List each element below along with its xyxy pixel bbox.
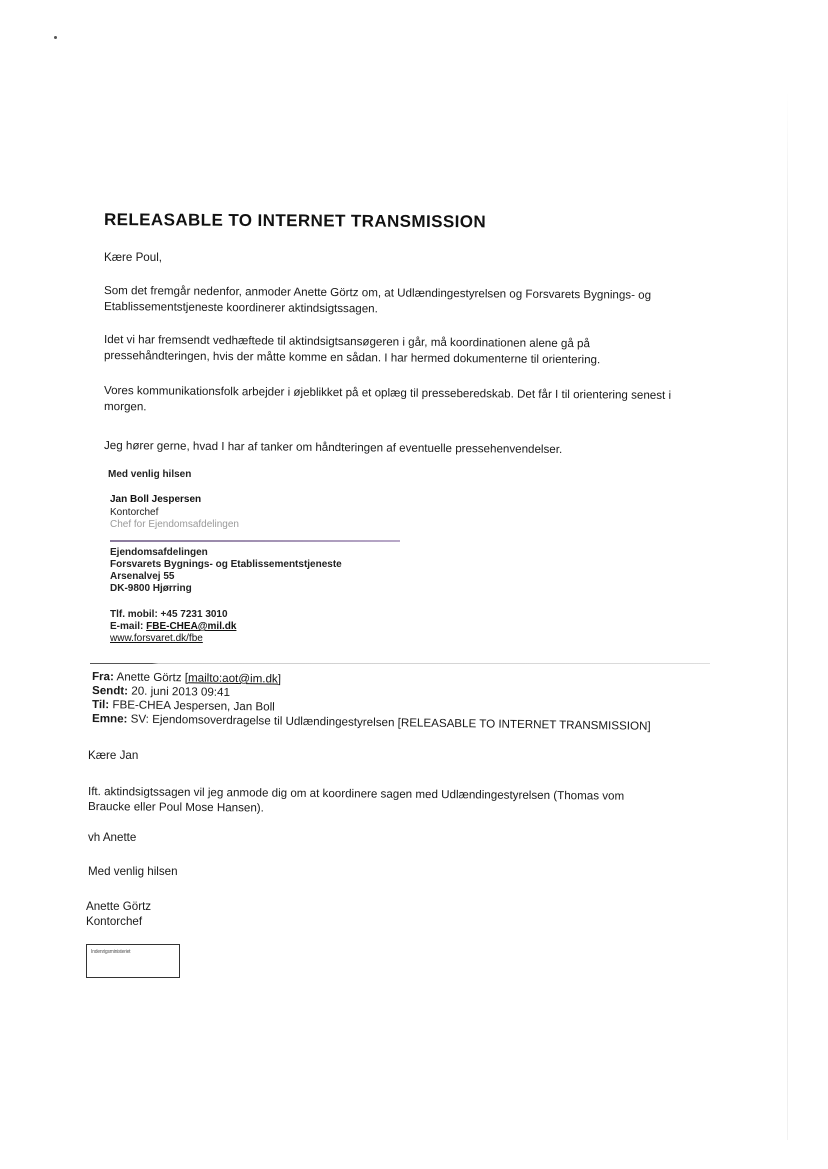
subject-label: Emne:: [91, 712, 128, 726]
to-label: Til:: [91, 698, 110, 712]
from-name: Anette Görtz: [116, 670, 182, 685]
signature-website-link[interactable]: www.forsvaret.dk/fbe: [110, 633, 203, 644]
paragraph-1-line-2: Etablissementstjeneste koordinerer aktindsigtssagen.: [103, 300, 378, 316]
signature-org-line-1: Ejendomsafdelingen: [110, 547, 208, 558]
paragraph-1-line-1: Som det fremgår nedenfor, anmoder Anette Görtz om, at Udlændingestyrelsen og Forsvarets Bygnings- og: [103, 284, 652, 302]
signature-org-line-2: Forsvarets Bygnings- og Etablissementstjeneste: [110, 559, 342, 570]
subject-value: SV: Ejendomsoverdragelse til Udlændingestyrelsen [RELEASABLE TO INTERNET TRANSMISSION]: [130, 712, 651, 733]
to-value: FBE-CHEA Jespersen, Jan Boll: [112, 698, 275, 714]
sent-label: Sendt:: [91, 684, 129, 698]
greeting: Kære Poul,: [104, 251, 162, 264]
signature-email-row: [110, 621, 236, 633]
signature-org-line-4: DK-9800 Hjørring: [110, 583, 192, 594]
paragraph-3-line-2: morgen.: [103, 400, 147, 414]
from-label: Fra:: [91, 670, 115, 684]
signature-name: Jan Boll Jespersen: [110, 494, 202, 505]
paragraph-4-line-1: Jeg hører gerne, hvad I har af tanker om håndteringen af eventuelle pressehenvendelser.: [103, 439, 563, 456]
paragraph-3-line-1: Vores kommunikationsfolk arbejder i øjeblikket på et oplæg til presseberedskab. Det får I til orientering senest i: [103, 384, 672, 402]
forwarded-signoff: vh Anette: [88, 831, 137, 844]
paragraph-2-line-1: Idet vi har fremsendt vedhæftede til aktindsigtsansøgeren i går, må koordinationen alene gå på: [103, 333, 590, 351]
forwarded-mail-divider: [90, 663, 710, 664]
signature-org-line-3: Arsenalvej 55: [110, 571, 175, 582]
sent-value: 20. juni 2013 09:41: [131, 684, 231, 699]
forwarded-greeting: Kære Jan: [88, 749, 139, 762]
signature-closing: Med venlig hilsen: [108, 469, 192, 480]
signature-dept-role: Chef for Ejendomsafdelingen: [110, 519, 239, 530]
signature-role: Kontorchef: [110, 507, 159, 518]
logo-stamp-text: Indenrigsministeriet: [91, 949, 131, 955]
signature-divider: [110, 540, 400, 542]
signature-phone: Tlf. mobil: +45 7231 3010: [110, 609, 228, 620]
from-mailto-link[interactable]: [mailto:aot@im.dk]: [184, 671, 282, 686]
logo-stamp: [86, 944, 180, 978]
forwarded-subject-row: [92, 712, 651, 734]
forwarded-sender-role: Kontorchef: [86, 915, 143, 928]
forwarded-body-line-1: Ift. aktindsigtssagen vil jeg anmode dig om at koordinere sagen med Udlændingestyrelsen (Thomas vom: [87, 785, 625, 803]
forwarded-body-line-2: Braucke eller Poul Mose Hansen).: [87, 800, 264, 815]
signature-email-label: E-mail:: [110, 621, 144, 632]
forwarded-sender-name: Anette Görtz: [86, 900, 152, 913]
document-title: RELEASABLE TO INTERNET TRANSMISSION: [103, 210, 487, 232]
scan-edge-line: [787, 90, 788, 1140]
forwarded-closing: Med venlig hilsen: [88, 865, 178, 878]
signature-email-link[interactable]: FBE-CHEA@mil.dk: [146, 621, 237, 632]
paragraph-2-line-2: pressehåndteringen, hvis der måtte komme en sådan. I har hermed dokumenterne til orientering.: [103, 349, 601, 367]
scan-speck: [54, 36, 57, 39]
